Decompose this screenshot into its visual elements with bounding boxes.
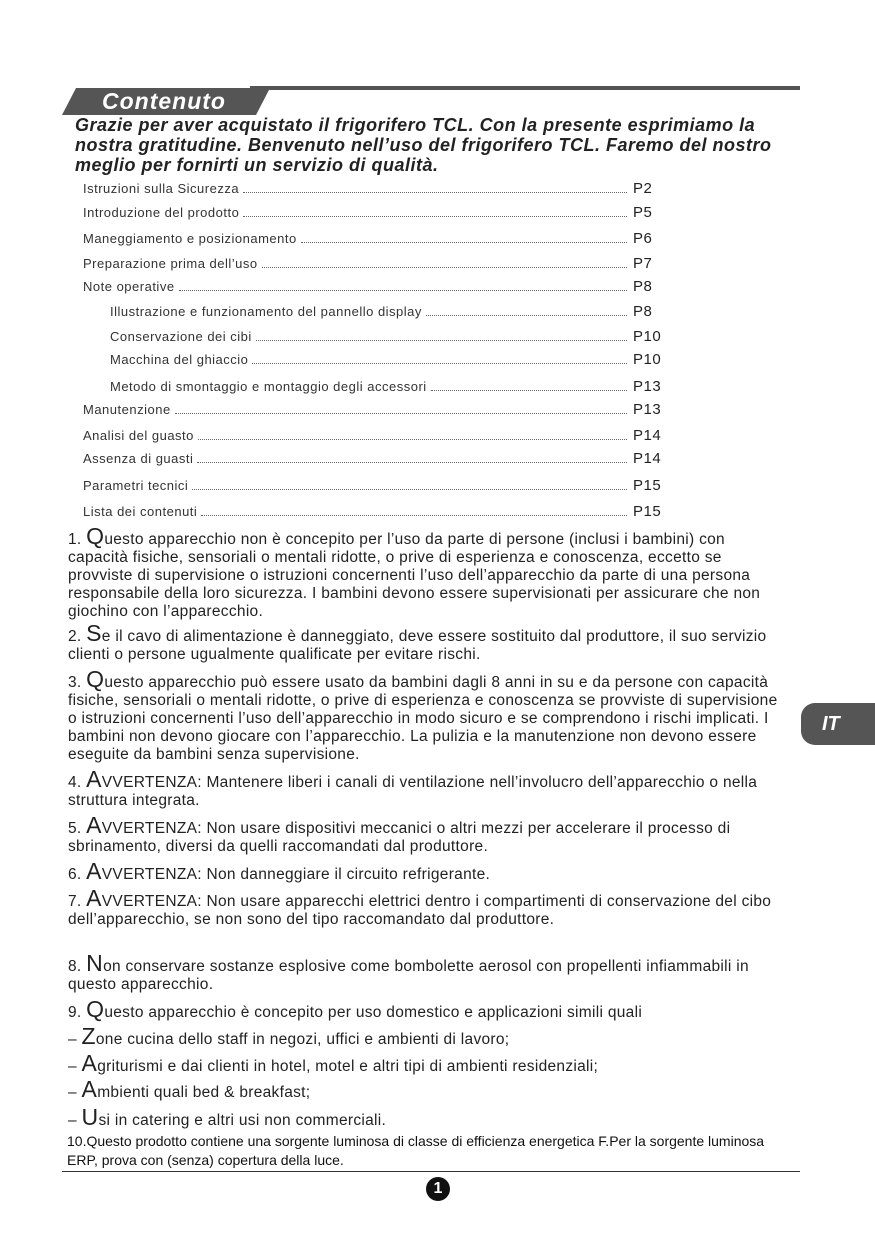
toc-item: Parametri tecnici P15	[83, 477, 662, 494]
toc-item: Istruzioni sulla Sicurezza P2	[83, 180, 653, 197]
toc-item: Preparazione prima dell’uso P7	[83, 255, 653, 272]
safety-paragraph: 4. AVVERTENZA: Mantenere liberi i canali di ventilazione nell’involucro dell’apparecchio o nella struttura integrata.	[68, 766, 758, 809]
toc-subitem: Illustrazione e funzionamento del pannello display P8	[110, 303, 653, 320]
safety-list-item: – Usi in catering e altri usi non commerciali.	[68, 1104, 387, 1130]
safety-paragraph: 9. Questo apparecchio è concepito per uso domestico e applicazioni simili quali	[68, 996, 643, 1022]
toc-subitem: Conservazione dei cibi P10	[110, 328, 662, 345]
section-title: Contenuto	[102, 88, 226, 114]
intro-text: Grazie per aver acquistato il frigorifero TCL. Con la presente esprimiamo la nostra gratitudine. Benvenuto nell’uso del frigorifero TCL. Faremo del nostro meglio per fornirti un servizio di qualità.	[75, 115, 772, 175]
toc-item: Assenza di guasti P14	[83, 450, 662, 467]
toc-item: Maneggiamento e posizionamento P6	[83, 230, 653, 247]
toc-item: Introduzione del prodotto P5	[83, 204, 653, 221]
toc-subitem: Macchina del ghiaccio P10	[110, 351, 662, 368]
footer-rule	[62, 1171, 800, 1172]
language-label: IT	[822, 713, 840, 735]
page-number-badge: 1	[426, 1177, 450, 1201]
safety-paragraph: 2. Se il cavo di alimentazione è danneggiato, deve essere sostituito dal produttore, il suo servizio clienti o persone ugualmente qualificate per evitare rischi.	[68, 620, 767, 663]
toc-item: Manutenzione P13	[83, 401, 662, 418]
toc-item: Analisi del guasto P14	[83, 427, 662, 444]
safety-paragraph: 7. AVVERTENZA: Non usare apparecchi elettrici dentro i compartimenti di conservazione del cibo dell’apparecchio, se non sono del tipo raccomandato dal produttore.	[68, 885, 772, 928]
safety-paragraph: 5. AVVERTENZA: Non usare dispositivi meccanici o altri mezzi per accelerare il processo di sbrinamento, diversi da quelli raccomandati dal produttore.	[68, 812, 731, 855]
safety-list-item: – Agriturismi e dai clienti in hotel, motel e altri tipi di ambienti residenziali;	[68, 1050, 599, 1076]
header-rule	[250, 86, 800, 90]
toc-subitem: Metodo di smontaggio e montaggio degli accessori P13	[110, 378, 662, 395]
safety-paragraph: 6. AVVERTENZA: Non danneggiare il circuito refrigerante.	[68, 858, 491, 884]
safety-paragraph: 8. Non conservare sostanze esplosive come bombolette aerosol con propellenti infiammabili in questo apparecchio.	[68, 950, 749, 993]
safety-paragraph: 1. Questo apparecchio non è concepito per l’uso da parte di persone (inclusi i bambini) con capacità fisiche, sensoriali o mentali ridotte, o prive di esperienza e conoscenza, eccetto se provviste di supervisione o istruzioni concernenti l’uso dell’apparecchio da parte di una persona responsabile della loro sicurezza. I bambini devono essere supervisionati per assicurare che non giochino con l’apparecchio.	[68, 523, 761, 620]
energy-note: 10.Questo prodotto contiene una sorgente luminosa di classe di efficienza energetica F.Per la sorgente luminosa ERP, prova con (senza) copertura della luce.	[67, 1133, 765, 1168]
safety-paragraph: 3. Questo apparecchio può essere usato da bambini dagli 8 anni in su e da persone con capacità fisiche, sensoriali o mentali ridotte, o prive di esperienza e conoscenza se provviste di supervisione o istruzioni concernenti l’uso dell’apparecchio in modo sicuro e se comprendono i rischi implicati. I bambini non devono giocare con l’apparecchio. La pulizia e la manutenzione non devono essere eseguite da bambini senza supervisione.	[68, 666, 778, 763]
safety-list-item: – Ambienti quali bed & breakfast;	[68, 1076, 311, 1102]
toc-item: Lista dei contenuti P15	[83, 503, 662, 520]
safety-list-item: – Zone cucina dello staff in negozi, uffici e ambienti di lavoro;	[68, 1023, 510, 1049]
toc-item: Note operative P8	[83, 278, 653, 295]
